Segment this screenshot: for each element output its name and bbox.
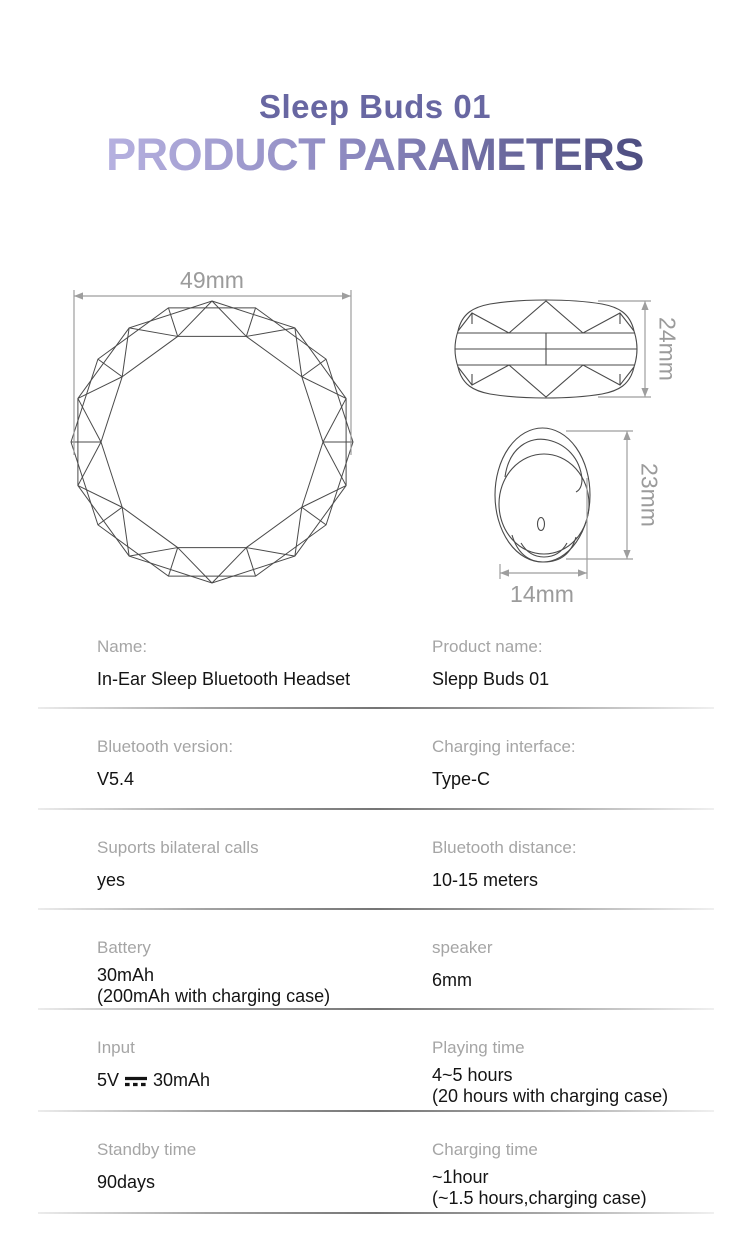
spec-cell — [97, 637, 432, 709]
spec-cell — [97, 838, 432, 910]
spec-value: V5.4 — [97, 769, 135, 789]
spec-label: Bluetooth distance: — [432, 838, 577, 857]
spec-value: 90days — [97, 1172, 156, 1192]
spec-value: 10-15 meters — [432, 870, 539, 890]
spec-label: Input — [97, 1038, 135, 1057]
product-title: Sleep Buds 01 — [258, 88, 492, 125]
spec-label: Playing time — [432, 1038, 525, 1057]
spec-label: Suports bilateral calls — [97, 838, 259, 857]
row-divider — [38, 1212, 714, 1214]
spec-cell — [432, 838, 750, 910]
spec-label: Charging interface: — [432, 737, 576, 756]
earbud-side-view-drawing — [495, 428, 590, 562]
bud-width-dimension-label: 14mm — [510, 581, 574, 607]
spec-cell — [97, 1038, 432, 1112]
spec-row-name — [0, 609, 750, 709]
spec-value: 6mm — [432, 970, 472, 990]
spec-row-calls — [0, 810, 750, 910]
spec-row-input — [0, 1010, 750, 1112]
spec-label: Battery — [97, 938, 151, 957]
spec-label: Name: — [97, 637, 148, 656]
dc-symbol-icon — [124, 1076, 148, 1087]
spec-label: Product name: — [432, 637, 543, 656]
earbud-indicator — [538, 518, 545, 531]
spec-cell — [97, 737, 432, 810]
spec-value: 4~5 hours (20 hours with charging case) — [432, 1065, 669, 1106]
spec-row-bluetooth — [0, 709, 750, 810]
spec-row-battery — [0, 910, 750, 1010]
header — [0, 88, 750, 180]
spec-value: 30mAh (200mAh with charging case) — [97, 965, 331, 1006]
spec-cell — [97, 938, 432, 1010]
spec-label: Bluetooth version: — [97, 737, 234, 756]
spec-cell — [432, 1140, 750, 1214]
spec-label: speaker — [432, 938, 493, 957]
spec-cell — [432, 938, 750, 1010]
front-width-dimension-label: 49mm — [180, 267, 244, 293]
spec-value: In-Ear Sleep Bluetooth Headset — [97, 669, 351, 689]
product-parameters-page: Sleep Buds 01 PRODUCT PARAMETERS 49mm 24mm 23mm 14mm Name: In-Ear Sleep Bluetooth Headset Product name: Slepp Buds 01 Bluetooth version: V5.4 Charging interface: Type-C Suports bilateral calls yes Bluetooth distance: 10-15 meters Battery 30mAh (200mAh with charging case) speaker 6mm Input 5V 30mAh Playing time 4~5 hours (20 hours with charging case) Standby time 90days Charging time ~1hour (~1.5 hours,charging case) — [0, 0, 750, 1250]
product-dimension-diagram — [0, 250, 750, 630]
spec-value: yes — [97, 870, 126, 890]
spec-label: Charging time — [432, 1140, 538, 1159]
spec-value: Slepp Buds 01 — [432, 669, 550, 689]
specs-table — [0, 609, 750, 1214]
spec-cell — [97, 1140, 432, 1214]
spec-value: 5V 30mAh — [97, 1070, 211, 1090]
spec-value: ~1hour (~1.5 hours,charging case) — [432, 1167, 647, 1208]
spec-row-standby — [0, 1112, 750, 1214]
spec-label: Standby time — [97, 1140, 197, 1159]
spec-cell — [432, 1038, 750, 1112]
spec-cell — [432, 737, 750, 810]
page-title: PRODUCT PARAMETERS — [106, 129, 644, 180]
case-side-view-drawing — [455, 300, 637, 398]
spec-value: Type-C — [432, 769, 491, 789]
spec-cell — [432, 637, 750, 709]
